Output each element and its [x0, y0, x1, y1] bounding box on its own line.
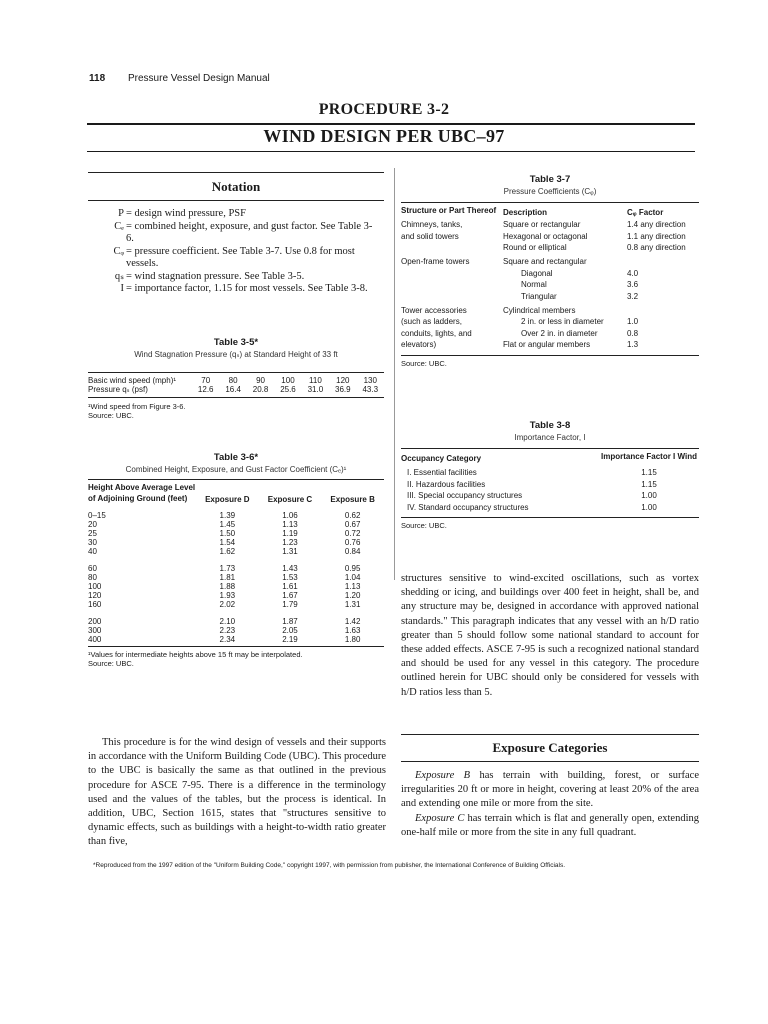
table-cell: 31.0: [307, 385, 324, 394]
table-cell: 1.81: [219, 573, 236, 582]
table-cell: 0.72: [344, 529, 361, 538]
table-header-row: [401, 452, 699, 463]
table-3-7-rule-bottom: [401, 355, 699, 356]
table-cell: Basic wind speed (mph)¹: [88, 376, 177, 385]
table-3-6-rule-bottom: [88, 646, 384, 647]
table-cell: 1.39: [219, 511, 236, 520]
table-cell: 3.6: [627, 280, 639, 289]
table-3-6-grid: [88, 483, 384, 644]
table-cell: 1.93: [219, 591, 236, 600]
table-cell: 1.79: [282, 600, 298, 609]
table-cell: Open-frame towers: [401, 257, 470, 266]
term: Exposure C: [415, 812, 465, 824]
table-3-7-caption: Table 3-7: [529, 174, 571, 185]
page-title: WIND DESIGN PER UBC–97: [263, 126, 505, 146]
table-row: [88, 385, 384, 394]
table-row: [401, 291, 699, 303]
table-cell: Diagonal: [521, 268, 553, 278]
term-definition: has terrain which is flat and generally open, extending one-half mile or more from the site in any full quadrant.: [401, 812, 699, 838]
table-3-8-source: Source: UBC.: [401, 521, 447, 530]
table-cell: 2.10: [219, 617, 236, 626]
column-header: Importance Factor I Wind: [601, 452, 697, 461]
table-3-8-body: [401, 463, 699, 514]
table-row: [88, 573, 384, 582]
notation-list: [88, 208, 384, 296]
table-cell: Tower accessories: [401, 305, 467, 315]
table-cell: Triangular: [521, 291, 557, 301]
notation-item: P = design wind pressure, PSF: [118, 208, 246, 219]
table-cell: 1.13: [282, 520, 298, 529]
column-header: Structure or Part Thereof: [401, 206, 497, 215]
table-row: [88, 556, 384, 573]
table-row: [88, 376, 384, 385]
table-cell: 400: [88, 635, 102, 644]
table-cell: 0–15: [88, 511, 106, 520]
table-3-7-grid: [401, 206, 699, 351]
title-underline: [87, 151, 695, 152]
table-row: [88, 626, 384, 635]
table-row: [401, 254, 699, 268]
table-cell: Round or elliptical: [503, 243, 567, 252]
procedure-label: PROCEDURE 3-2: [318, 101, 450, 118]
table-cell: 4.0: [627, 268, 639, 278]
column-header: Height Above Average Level of Adjoining Ground (feet): [88, 483, 196, 503]
table-row: [88, 591, 384, 600]
table-row: [401, 328, 699, 340]
table-row: [401, 479, 699, 491]
table-cell: (such as ladders,: [401, 317, 462, 326]
table-cell: 40: [88, 547, 97, 556]
table-cell: Normal: [521, 280, 547, 289]
table-3-6-subtitle: Combined Height, Exposure, and Gust Factor Coefficient (Cₑ)¹: [125, 465, 347, 474]
table-cell: 1.45: [219, 520, 236, 529]
table-cell: [401, 279, 503, 291]
notation-item: Cᵩ = pressure coefficient. See Table 3-7. Use 0.8 for most vessels.: [113, 245, 355, 269]
column-header: Exposure B: [330, 495, 375, 504]
table-cell: 70: [201, 376, 211, 385]
table-row: [401, 268, 699, 280]
exposure-heading: Exposure Categories: [492, 740, 608, 755]
table-3-6-caption: Table 3-6*: [213, 452, 259, 463]
exposure-rule-top: [401, 734, 699, 735]
left-body-text: [88, 736, 386, 850]
table-cell: Pressure qₛ (psf): [88, 385, 148, 394]
table-3-6: [88, 452, 384, 668]
table-cell: 43.3: [362, 385, 379, 394]
table-3-7-rule: [401, 202, 699, 203]
notation-section: [88, 172, 384, 296]
body-paragraph: structures sensitive to wind-excited oscillations, such as vortex shedding or icing, and buildings over 400 feet in height, shall be, and any structure may be, designed in accordance with approved national standards." This paragraph indicates that any vessel with an h/D ratio greater than 5 should follow some national standard to account for these added effects. ASCE 7-95 is such a recognized national standard and should be used for any vessel in this category. The procedure outlined herein for UBC should only be considered for vessels with h/D ratios less than 5.: [401, 573, 699, 698]
footnote: *Reproduced from the 1997 edition of the "Uniform Building Code," copyright 1997, with permission from publisher, the International Conference of Building Officials.: [93, 862, 566, 869]
table-cell: [401, 291, 503, 303]
table-cell: Square and rectangular: [503, 257, 587, 266]
table-3-5-source: Source: UBC.: [88, 411, 134, 420]
table-cell: 160: [88, 600, 102, 609]
table-3-6-body: [88, 504, 384, 644]
table-cell: 20.8: [252, 385, 269, 394]
table-3-5-note: ¹Wind speed from Figure 3-6.: [88, 402, 186, 411]
notation-heading: Notation: [211, 179, 261, 194]
table-cell: 12.6: [197, 385, 214, 394]
table-cell: Chimneys, tanks,: [401, 220, 463, 229]
table-cell: 1.63: [344, 626, 361, 635]
table-cell: 100: [88, 582, 102, 591]
table-cell: 1.20: [344, 591, 361, 600]
table-cell: elevators): [401, 340, 437, 349]
table-row: [401, 463, 699, 479]
table-cell: 20: [88, 520, 97, 529]
table-3-6-source: Source: UBC.: [88, 659, 134, 668]
table-3-6-rule: [88, 479, 384, 480]
term-definition: has terrain with building, forest, or surface irregularities 20 ft or more in height, covering at least 20% of the area and extending one mile or more from the site.: [401, 770, 699, 810]
table-3-7-body: [401, 217, 699, 351]
column-header: Exposure D: [205, 495, 250, 504]
column-header: Occupancy Category: [401, 453, 482, 463]
table-row: [401, 217, 699, 231]
table-3-5-rule: [88, 372, 384, 373]
table-cell: 1.53: [282, 573, 298, 582]
table-cell: 110: [309, 376, 322, 385]
table-cell: 1.80: [344, 635, 361, 644]
notation-rule-bottom: [88, 200, 384, 201]
table-row: [401, 231, 699, 243]
table-row: [88, 547, 384, 556]
table-cell: 0.8: [627, 328, 639, 338]
exposure-rule-bottom: [401, 761, 699, 762]
table-3-8-caption: Table 3-8: [529, 420, 571, 431]
table-cell: 1.54: [219, 538, 236, 547]
table-3-8-grid: [401, 452, 699, 513]
table-3-5-grid: [88, 376, 384, 394]
table-cell: 2.02: [219, 600, 236, 609]
table-3-5-caption: Table 3-5*: [213, 337, 259, 348]
table-header-row: [88, 483, 384, 504]
table-cell: 2.05: [282, 626, 298, 635]
table-3-5-subtitle: Wind Stagnation Pressure (qₛ) at Standard Height of 33 ft: [134, 350, 338, 359]
table-header-row: [401, 206, 699, 217]
table-cell: 1.13: [344, 582, 361, 591]
table-cell: 0.62: [344, 511, 361, 520]
table-cell: Flat or angular members: [503, 340, 591, 349]
table-cell: 25: [88, 529, 97, 538]
table-row: [401, 316, 699, 328]
column-header: Description: [503, 207, 548, 217]
table-row: [88, 529, 384, 538]
table-cell: Cylindrical members: [503, 305, 576, 315]
notation-item: qₛ = wind stagnation pressure. See Table 3-5.: [114, 270, 305, 282]
table-cell: 80: [228, 376, 238, 385]
table-cell: 1.67: [282, 591, 298, 600]
exposure-text: [401, 769, 699, 840]
body-paragraph: [401, 769, 699, 812]
running-title: Pressure Vessel Design Manual: [128, 73, 270, 84]
page-number: 118: [89, 73, 106, 84]
table-cell: 80: [88, 573, 97, 582]
table-cell: 1.42: [344, 617, 361, 626]
notation-rule-top: [88, 172, 384, 173]
body-paragraph: [401, 812, 699, 840]
table-cell: 60: [88, 564, 97, 573]
table-row: [401, 302, 699, 316]
table-cell: 1.50: [219, 529, 236, 538]
exposure-section: [401, 734, 699, 840]
table-cell: 1.62: [219, 547, 236, 556]
table-cell: 2 in. or less in diameter: [521, 317, 604, 326]
table-cell: 1.0: [627, 317, 639, 326]
right-body-text: [401, 572, 699, 700]
table-cell: Over 2 in. in diameter: [521, 328, 598, 338]
table-cell: II. Hazardous facilities: [407, 479, 486, 489]
table-cell: 1.04: [344, 573, 361, 582]
table-cell: I. Essential facilities: [407, 468, 477, 477]
table-cell: 1.19: [282, 529, 298, 538]
table-row: [401, 279, 699, 291]
table-cell: [401, 242, 503, 254]
table-row: [88, 609, 384, 626]
table-3-8-rule-bottom: [401, 517, 699, 518]
table-3-8-subtitle: Importance Factor, I: [514, 433, 586, 442]
table-cell: Square or rectangular: [503, 220, 581, 229]
table-3-8-rule: [401, 448, 699, 449]
body-paragraph: This procedure is for the wind design of vessels and their supports in accordance with the Uniform Building Code (UBC). This procedure to the UBC is basically the same as that outlined in the previous procedure for ASCE 7-95. There is a difference in the terminology used and the values of the tables, but the process is identical. In addition, UBC, Section 1615, states that "structures sensitive to dynamic effects, such as buildings with a height-to-width ratio greater than five,: [88, 737, 386, 848]
table-cell: 1.61: [282, 582, 298, 591]
table-cell: 1.43: [282, 564, 298, 573]
table-cell: 30: [88, 538, 97, 547]
notation-item: Cₑ = combined height, exposure, and gust factor. See Table 3-6.: [114, 220, 373, 244]
table-3-5-rule-bottom: [88, 397, 384, 398]
table-cell: 200: [88, 617, 102, 626]
table-cell: [627, 254, 699, 268]
table-cell: [401, 268, 503, 280]
title-rule: [87, 123, 695, 125]
table-cell: III. Special occupancy structures: [407, 491, 523, 500]
table-cell: 2.19: [282, 635, 298, 644]
table-cell: 0.84: [344, 547, 361, 556]
table-cell: 0.8 any direction: [627, 243, 686, 252]
table-cell: 1.88: [219, 582, 236, 591]
column-header: Cᵩ Factor: [627, 207, 664, 217]
table-cell: 1.23: [282, 538, 298, 547]
table-cell: 2.34: [219, 635, 236, 644]
table-row: [88, 538, 384, 547]
table-cell: 120: [88, 591, 102, 600]
table-3-7-subtitle: Pressure Coefficients (Cᵩ): [503, 187, 597, 196]
column-divider: [394, 168, 395, 580]
table-row: [88, 600, 384, 609]
table-cell: 36.9: [335, 385, 351, 394]
table-cell: 1.31: [282, 547, 298, 556]
table-cell: [627, 302, 699, 316]
table-3-7-source: Source: UBC.: [401, 358, 447, 368]
table-cell: 1.15: [641, 468, 657, 477]
table-row: [88, 635, 384, 644]
table-row: [88, 520, 384, 529]
table-cell: 100: [281, 376, 295, 385]
notation-item: I = importance factor, 1.15 for most vessels. See Table 3-8.: [120, 283, 368, 294]
table-cell: 300: [88, 626, 102, 635]
table-row: [88, 504, 384, 520]
table-cell: 1.3: [627, 340, 639, 349]
column-header: Exposure C: [267, 495, 313, 504]
table-cell: and solid towers: [401, 231, 459, 241]
term: Exposure B: [415, 770, 471, 781]
table-row: [401, 502, 699, 514]
table-cell: conduits, lights, and: [401, 328, 472, 338]
table-cell: 25.6: [280, 385, 296, 394]
table-cell: 90: [256, 376, 265, 385]
table-cell: 1.4 any direction: [627, 220, 686, 229]
table-cell: 16.4: [225, 385, 241, 394]
table-3-8: [401, 420, 699, 530]
table-cell: 1.87: [282, 617, 298, 626]
table-cell: 1.15: [641, 479, 657, 489]
table-cell: 1.00: [641, 491, 657, 500]
table-row: [401, 490, 699, 502]
table-cell: 1.31: [344, 600, 361, 609]
table-cell: 130: [363, 376, 377, 385]
table-cell: Hexagonal or octagonal: [503, 231, 588, 241]
table-cell: 1.06: [282, 511, 298, 520]
table-cell: 0.76: [344, 538, 361, 547]
table-cell: 0.95: [344, 564, 361, 573]
table-cell: 3.2: [627, 291, 639, 301]
table-row: [401, 339, 699, 351]
table-cell: 120: [336, 376, 350, 385]
table-cell: 1.1 any direction: [627, 231, 686, 241]
table-cell: IV. Standard occupancy structures: [407, 502, 529, 512]
table-3-5: [88, 337, 384, 420]
table-row: [88, 582, 384, 591]
table-3-7: [401, 174, 699, 368]
table-cell: 0.67: [344, 520, 361, 529]
table-cell: 1.73: [219, 564, 236, 573]
table-row: [401, 242, 699, 254]
table-cell: 2.23: [219, 626, 236, 635]
table-cell: 1.00: [641, 502, 657, 512]
table-3-6-note: ¹Values for intermediate heights above 15 ft may be interpolated.: [88, 650, 303, 659]
